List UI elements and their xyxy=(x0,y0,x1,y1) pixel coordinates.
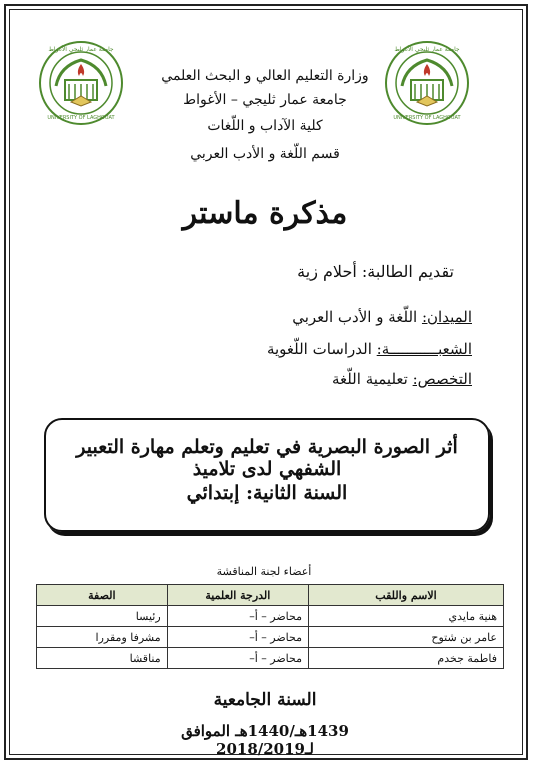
member-role: مشرفا ومقررا xyxy=(37,627,168,648)
academic-year-label: السنة الجامعية xyxy=(213,690,317,710)
field-domain-label: الميدان: xyxy=(421,308,472,326)
field-domain xyxy=(292,308,472,326)
presenter-line: تقديم الطالبة: أحلام زية xyxy=(297,262,454,281)
member-rank: محاضر – أ– xyxy=(167,606,308,627)
field-specialty xyxy=(332,370,472,388)
field-branch xyxy=(267,340,472,358)
table-row xyxy=(37,627,504,648)
committee-table xyxy=(36,584,504,669)
header-role: الصفة xyxy=(37,585,168,606)
logo-arc-text: جامعة عمار ثليجي الأغواط xyxy=(48,46,114,53)
field-specialty-label: التخصص: xyxy=(412,370,472,388)
member-role: رئيسا xyxy=(37,606,168,627)
thesis-title-line-1: أثر الصورة البصرية في تعليم وتعلم مهارة التعبير الشفهي لدى تلاميذ xyxy=(76,436,458,480)
field-branch-value: الدراسات اللّغوية xyxy=(266,340,377,358)
academic-year-value: 1439هـ/1440هـ الموافق لـ2018/2019 xyxy=(181,722,349,758)
thesis-title-line-2: السنة الثانية: إبتدائي xyxy=(186,482,348,504)
field-branch-label: الشعبـــــــــــة: xyxy=(376,340,472,358)
member-role: مناقشا xyxy=(37,648,168,669)
field-specialty-value: تعليمية اللّغة xyxy=(331,370,413,388)
department-name: قسم اللّغة و الأدب العربي xyxy=(190,146,340,162)
committee-caption: أعضاء لجنة المناقشة xyxy=(216,565,312,578)
logo-bottom-text: UNIVERSITY OF LAGHOUAT xyxy=(47,115,115,121)
table-row xyxy=(37,606,504,627)
logo-bottom-text: UNIVERSITY OF LAGHOUAT xyxy=(393,115,461,121)
member-name: فاطمة جخدم xyxy=(309,648,504,669)
logo-arc-text: جامعة عمار ثليجي الأغواط xyxy=(394,46,460,53)
member-rank: محاضر – أ– xyxy=(167,627,308,648)
faculty-name: كلية الآداب و اللّغات xyxy=(207,118,323,134)
university-name: جامعة عمار ثليجي – الأغواط xyxy=(183,92,347,108)
university-logo-left xyxy=(38,40,124,126)
header-name: الاسم واللقب xyxy=(309,585,504,606)
document-title: مذكرة ماستر xyxy=(182,196,348,231)
member-name: عامر بن شتوح xyxy=(309,627,504,648)
table-row xyxy=(37,648,504,669)
ministry-name: وزارة التعليم العالي و البحث العلمي xyxy=(161,68,369,84)
member-rank: محاضر – أ– xyxy=(167,648,308,669)
member-name: هنية مايدي xyxy=(309,606,504,627)
committee-header-row xyxy=(37,585,504,606)
header-rank: الدرجة العلمية xyxy=(167,585,308,606)
field-domain-value: اللّغة و الأدب العربي xyxy=(292,308,422,326)
